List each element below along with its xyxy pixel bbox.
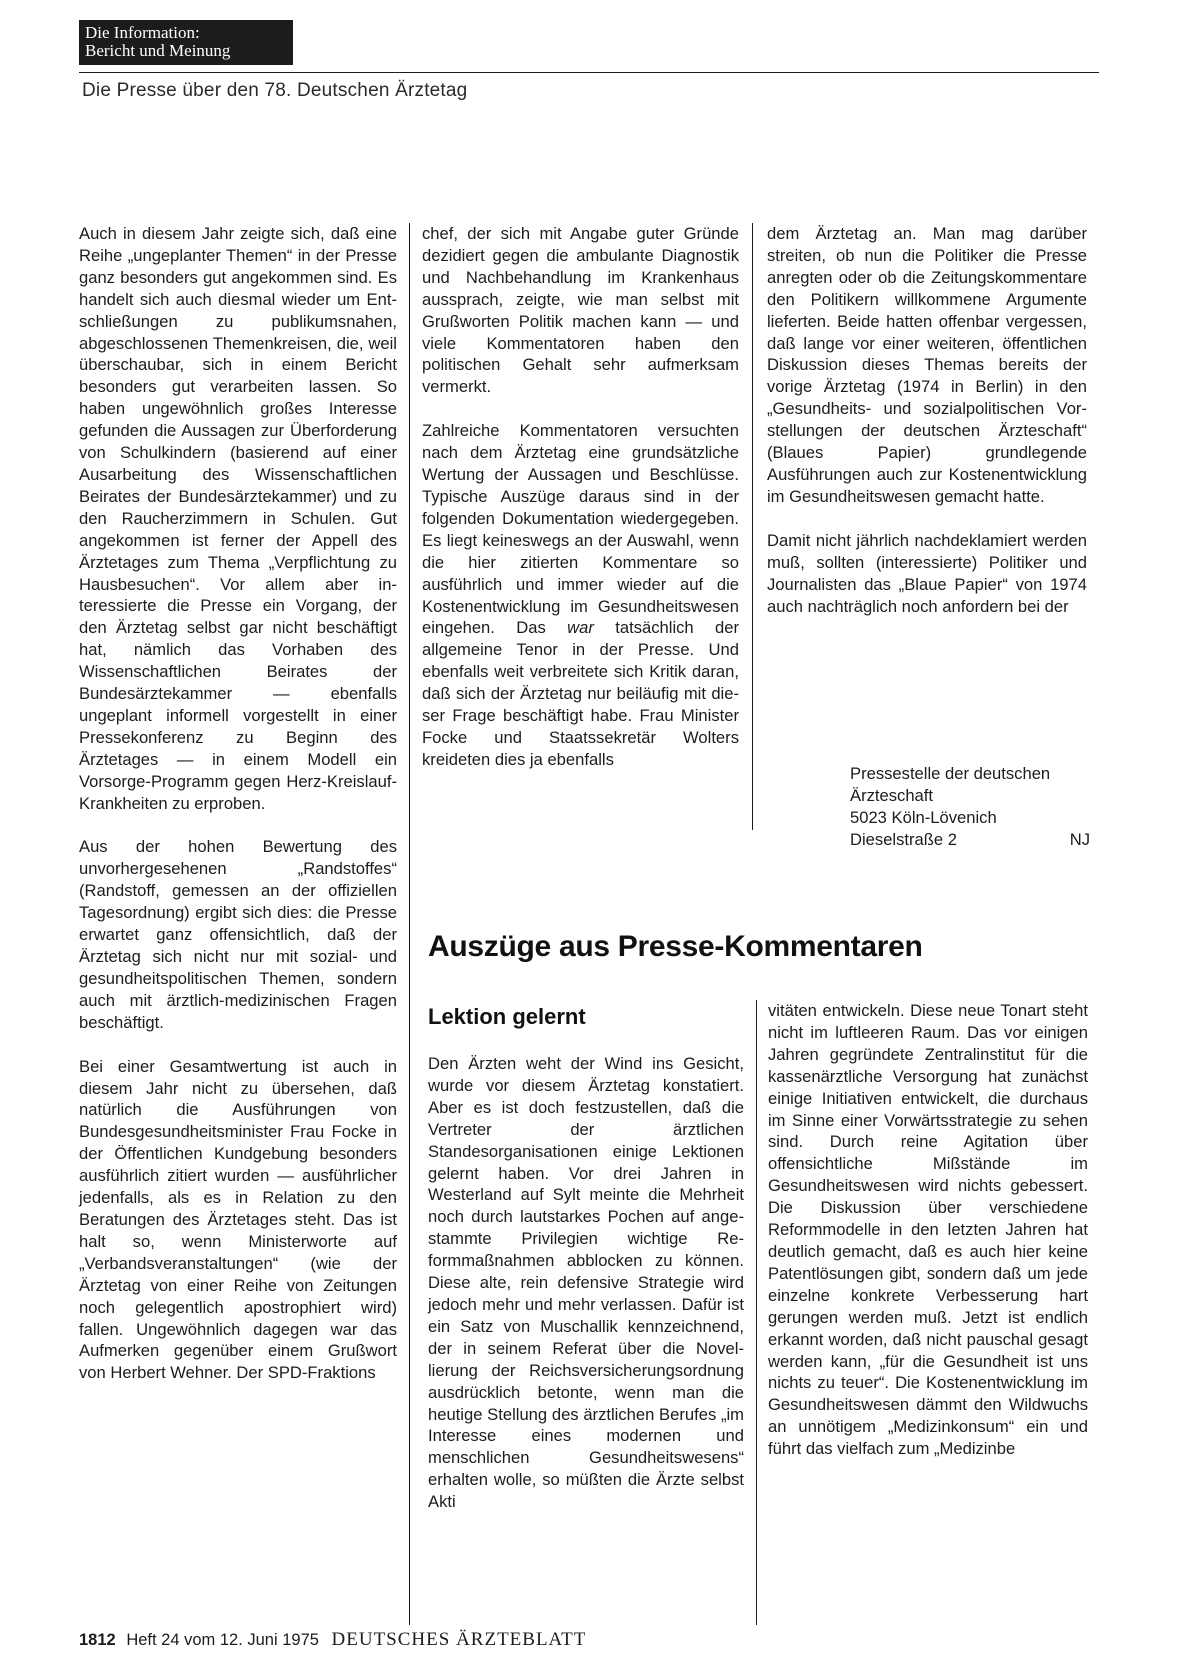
section-heading: Auszüge aus Presse-Kommentaren — [428, 930, 923, 963]
intro-text-segment: tatsächlich der allgemeine Tenor in der Presse. Und ebenfalls weit verbreitete sich Kritik daran, daß sich der Ärztetag nur beiläufig mit dieser Frage beschäftigt habe. Frau Minister Focke und Staatssekretär Wolters kreideten dies ja ebenfalls — [422, 618, 739, 769]
intro-paragraph: dem Ärztetag an. Man mag darüber streiten, ob nun die Politiker die Presse anregten oder ob die Zeitungskommentare den Politikern willkommene Argumente lieferten. Beide hatten offenbar vergessen, daß lange vor einer weiteren, öffentlichen Diskussion dieses Themas bereits der vorige Ärztetag (1974 in Berlin) in den „Gesundheits- und sozialpolitischen Vorstellungen der deutschen Ärzteschaft“ (Blaues Papier) grundlegende Ausführungen auch zur Kostenentwicklung im Gesundheitswesen gemacht hatte. — [767, 224, 1087, 506]
press-office-signature — [850, 763, 1090, 851]
column-rule — [409, 223, 410, 1625]
intro-paragraph: Auch in diesem Jahr zeigte sich, daß eine Reihe „ungeplanter Themen“ in der Presse ganz besonders gut angekommen sind. Es handelt sich auch diesmal wieder um Entschließungen zu publikumsnahen, abgeschlossenen Themenkreisen, die, weil überschaubar, sich in einem Bericht besonders gut verarbeiten lassen. So haben ungewöhnlich großes Interesse gefunden die Aussagen zur Überforderung von Schulkindern (basierend auf einer Ausarbeitung des Wissenschaftlichen Beirates der Bundesärztekammer) und zu den Raucherzimmern in Schulen. Gut angekommen ist ferner der Appell des Ärztetages zum Thema „Verpflichtung zu Hausbesuchen“. Vor allem aber interessierte die Presse ein Vorgang, der den Ärztetag selbst gar nicht beschäftigt hat, nämlich das Vorhaben des Wissenschaftlichen Beirates der Bundesärztekammer — ebenfalls ungeplant informell vorgestellt in einer Pressekonferenz zu Beginn des Ärztetages — in einem Modell ein Vorsorge-Programm gegen Herz-Kreislauf-Krankheiten zu erproben. — [79, 224, 397, 813]
article-heading: Lektion gelernt — [428, 1004, 586, 1029]
issue-info: Heft 24 vom 12. Juni 1975 — [126, 1631, 319, 1649]
intro-paragraph: Aus der hohen Bewertung des unvorhergesehenen „Randstoffes“ (Randstoff, gemessen an der offiziellen Tagesordnung) ergibt sich dies: die Presse erwartet ganz offensichtlich, daß der Ärztetag sich nicht nur mit sozial- und gesundheitspolitischen Themen, sondern auch mit ärztlich-medizinischen Fragen beschäftigt. — [79, 837, 397, 1032]
signature-line: Pressestelle der deutschen — [850, 764, 1051, 783]
intro-paragraph: Bei einer Gesamtwertung ist auch in diesem Jahr nicht zu übersehen, daß natürlich die Ausführungen von Bundesgesundheitsminister Frau Focke in der Öffentlichen Kundgebung besonders ausführlich zitiert wurden — ausführlicher jedenfalls, als es in Relation zu den Beratungen des Ärztetages steht. Das ist halt so, wenn Ministerworte auf „Verbandsveranstaltungen“ (wie der Ärztetag von einer Reihe von Zeitungen noch gelegentlich apostrophiert wird) fallen. Ungewöhnlich dagegen war das Aufmerken gegenüber einem Grußwort von Herbert Wehner. Der SPD-Fraktions — [79, 1056, 397, 1383]
article-paragraph: Den Ärzten weht der Wind ins Gesicht, wurde vor diesem Ärztetag konstatiert. Aber es ist doch festzustellen, daß die Vertreter der ärztlichen Standesorganisationen einige Lektionen gelernt haben. Vor drei Jahren in Westerland auf Sylt meinte die Mehrheit noch durch lautstarkes Pochen auf angestammte Privilegien wichtige Reformmaßnahmen abblocken zu können. Diese alte, rein defensive Strategie wird jedoch mehr und mehr verlassen. Dafür ist ein Satz von Muschallik kennzeichnend, der in seinem Referat über die Novellierung der Reichsversicherungsordnung ausdrücklich betonte, wenn man die heutige Stellung des ärztlichen Berufes „im Interesse eines modernen und menschlichen Gesundheitswesens“ erhalten wolle, so müßten die Ärzte selbst Akti — [428, 1054, 744, 1512]
author-initials: NJ — [1069, 829, 1090, 849]
signature-line: 5023 Köln-Lövenich — [850, 807, 997, 827]
page-footer — [79, 1629, 586, 1651]
column-rule — [752, 223, 753, 830]
signature-line: Ärzteschaft — [850, 785, 934, 805]
intro-column-3 — [767, 223, 1087, 617]
intro-column-1 — [79, 223, 397, 1384]
journal-name: DEUTSCHES ÄRZTEBLATT — [331, 1629, 587, 1650]
rubric-line-1: Die Information: — [85, 23, 200, 42]
signature-line: Dieselstraße 2 — [850, 829, 957, 849]
intro-paragraph: Damit nicht jährlich nachdeklamiert werden muß, sollten (interessierte) Politiker und Journalisten das „Blaue Papier“ von 1974 auch nachträglich noch anfordern bei der — [767, 530, 1087, 616]
intro-column-2 — [422, 223, 739, 771]
signature-address-row — [850, 829, 1090, 851]
intro-text-segment: Zahlreiche Kommentatoren versuchten nach dem Ärztetag eine grundsätzliche Wertung der Aussagen und Beschlüsse. Typische Auszüge daraus sind in der folgenden Dokumentation wiedergegeben. Es liegt keineswegs an der Auswahl, wenn die hier zitierten Kommentare so ausführlich und immer wieder auf die Kostenentwicklung im Gesundheitswesen eingehen. Das — [422, 421, 739, 638]
header-rule — [79, 72, 1099, 73]
article-column-2 — [768, 1000, 1088, 1460]
column-rule — [756, 1000, 757, 1625]
intro-paragraph: chef, der sich mit Angabe guter Gründe dezidiert gegen die ambulante Diagnostik und Nachbehandlung im Krankenhaus aussprach, zeigte, wie man selbst mit Grußworten Politik machen kann — und viele Kommentatoren haben den politischen Gehalt sehr aufmerksam vermerkt. — [422, 224, 739, 397]
page-number: 1812 — [79, 1631, 116, 1649]
rubric-line-2: Bericht und Meinung — [85, 41, 231, 60]
article-column-1 — [428, 1053, 744, 1513]
section-rubric — [79, 20, 293, 65]
page-title: Die Presse über den 78. Deutschen Ärztetag — [82, 80, 468, 101]
intro-paragraph — [422, 420, 739, 771]
intro-emphasis: war — [567, 618, 594, 638]
article-paragraph: vitäten entwickeln. Diese neue Tonart steht nicht im luftleeren Raum. Das vor einigen Jahren gegründete Zentralinstitut für die kassenärztliche Versorgung hat zunächst einige Initiativen entwickelt, die durchaus im Sinne einer Vorwärtsstrategie zu sehen sind. Durch reine Agitation über offensichtliche Mißstände im Gesundheitswesen wird nichts gebessert. Die Diskussion über verschiedene Reformmodelle in den letzten Jahren hat deutlich gemacht, daß es auch hier keine Patentlösungen gibt, sondern daß um jede einzelne konkrete Verbesserung hart gerungen werden muß. Jetzt ist endlich erkannt worden, daß nicht pauschal gesagt werden kann, „für die Gesundheit ist uns nichts zu teuer“. Die Kostenentwicklung im Gesundheitswesen dämmt den Wildwuchs an unnötigem „Medizinkonsum“ ein und führt das vielfach zum „Medizinbe — [768, 1001, 1088, 1459]
